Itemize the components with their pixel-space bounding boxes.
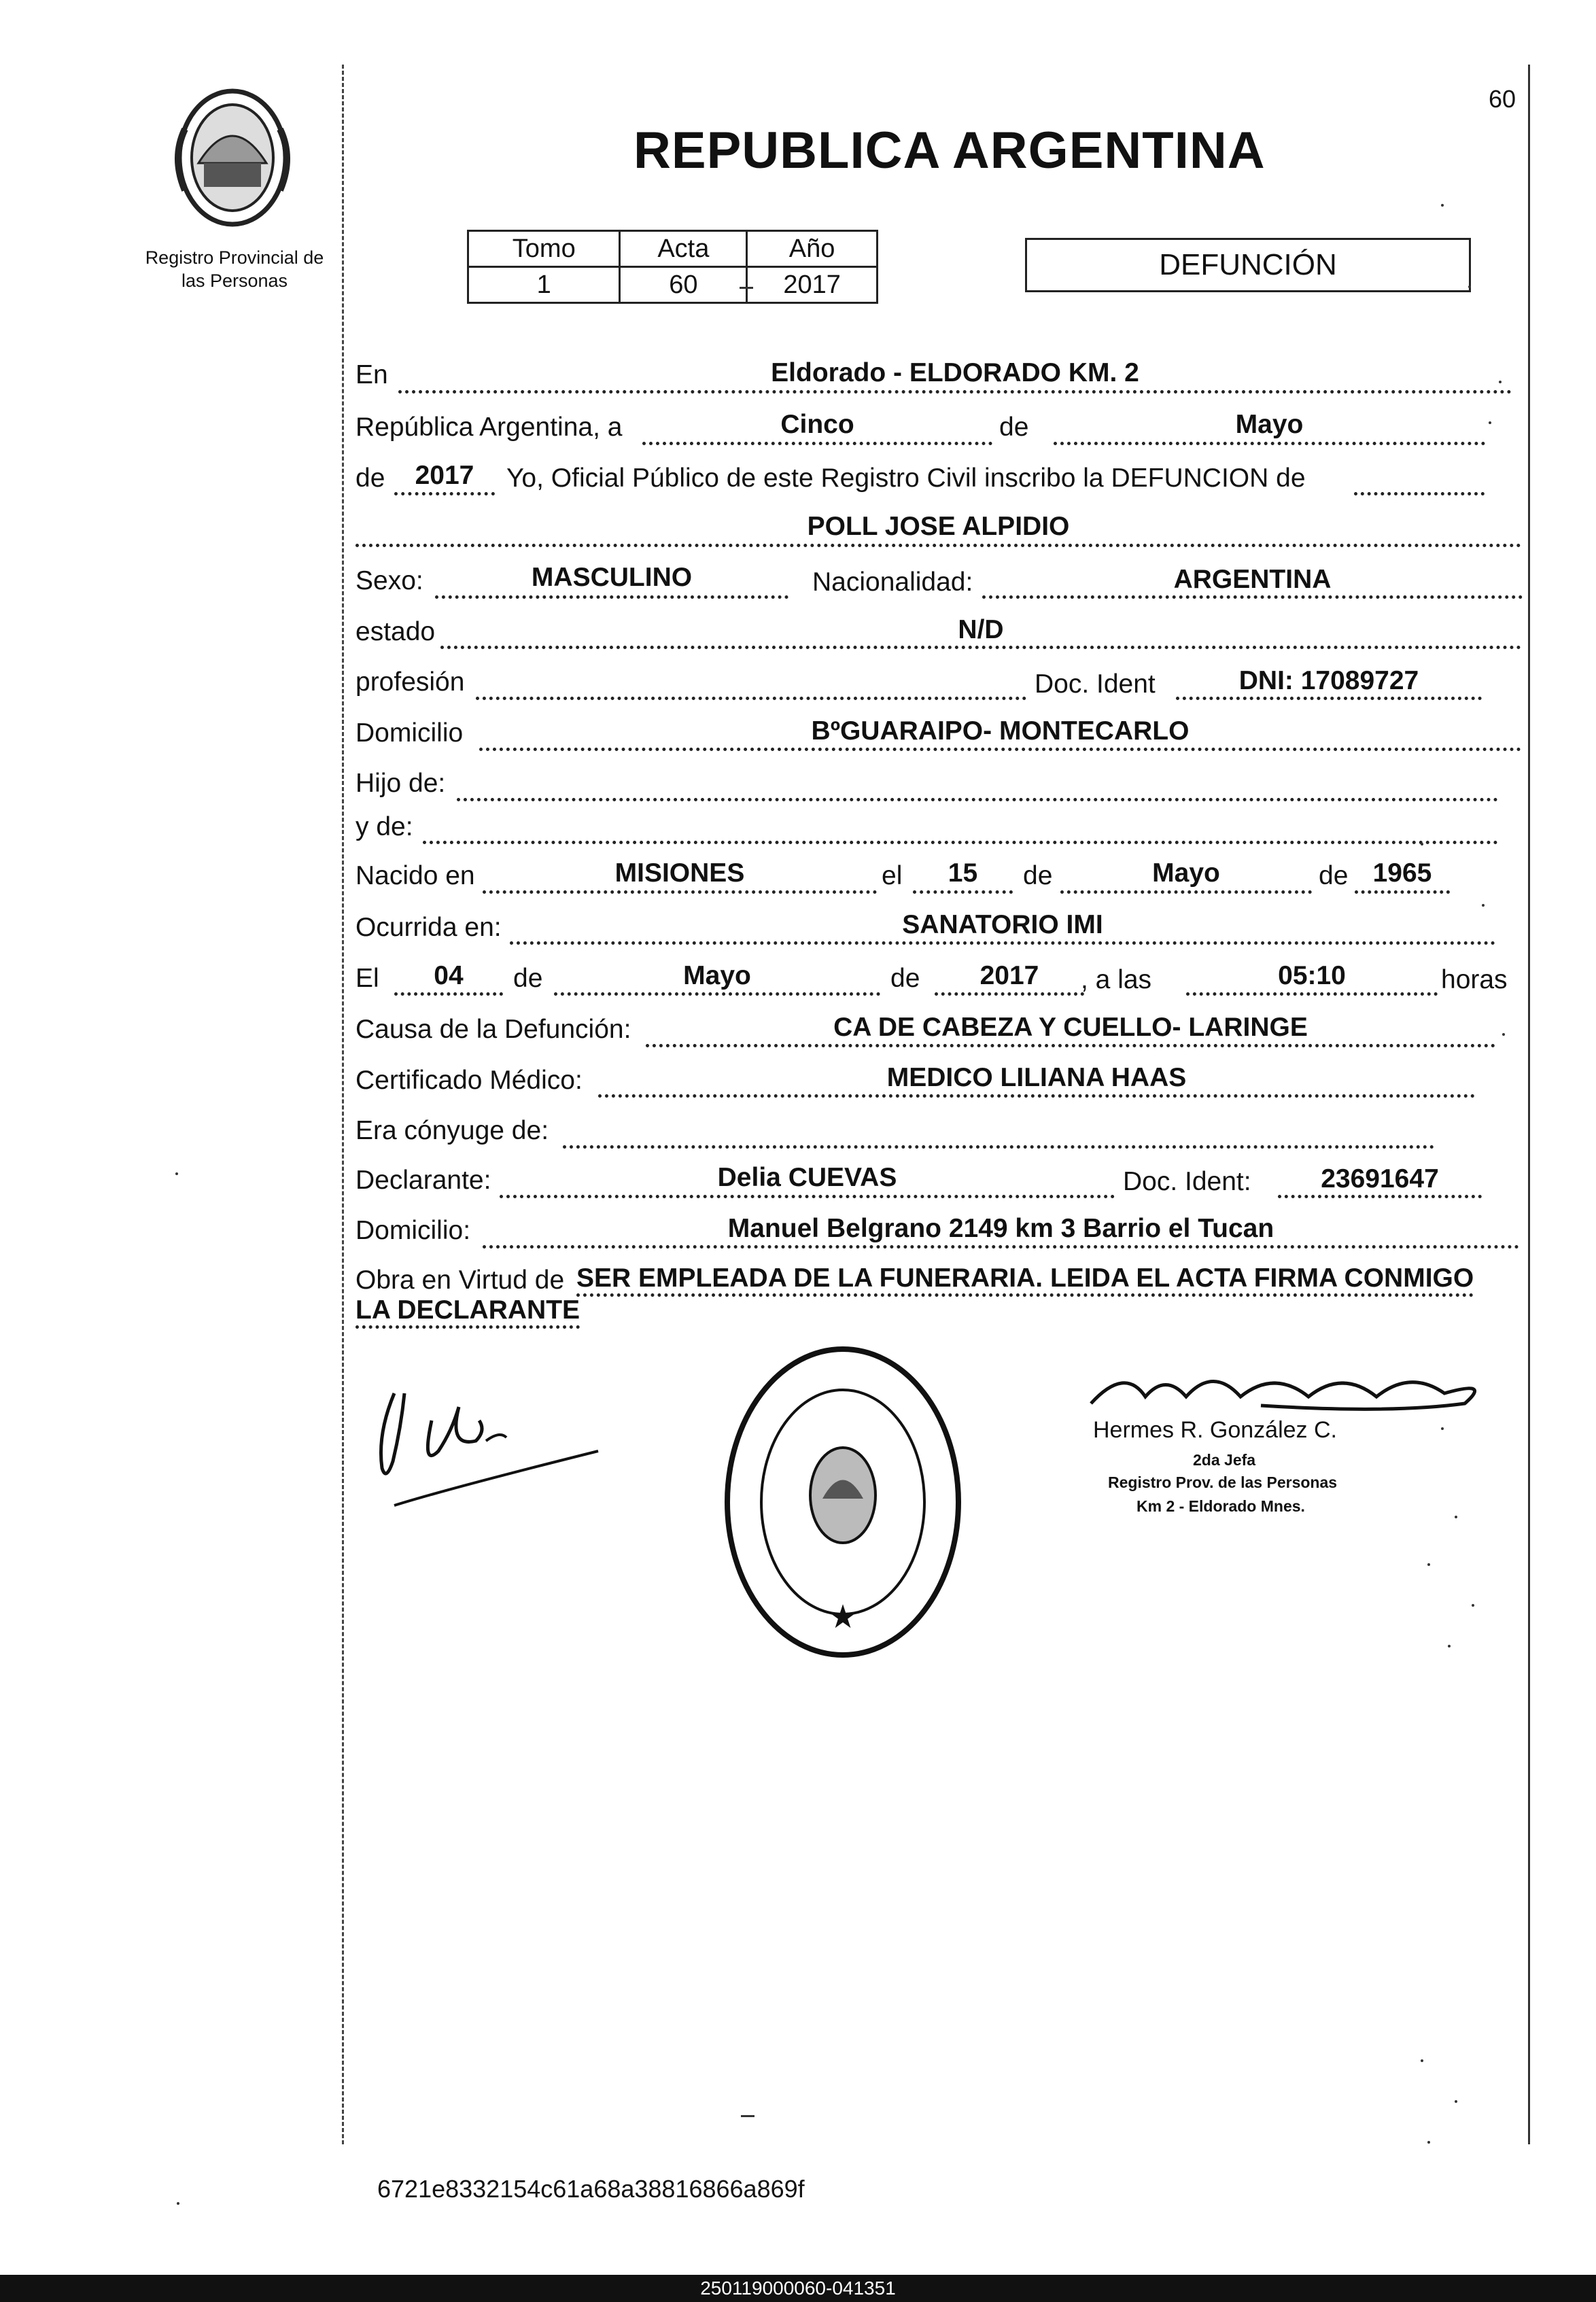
death-year-dotted-line bbox=[935, 992, 1084, 996]
alas-label: , a las bbox=[1081, 965, 1152, 994]
birth-de-label-2: de bbox=[1319, 861, 1349, 890]
table-cell-tomo: 1 bbox=[468, 267, 620, 303]
en-dotted-line bbox=[398, 390, 1512, 394]
page-number: 60 bbox=[1489, 85, 1516, 113]
doc-ident-value: DNI: 17089727 bbox=[1238, 666, 1419, 695]
en-value: Eldorado - ELDORADO KM. 2 bbox=[771, 358, 1139, 387]
table-cell-anio: 2017 bbox=[747, 267, 878, 303]
birth-day-dotted-line bbox=[913, 890, 1013, 894]
day-dotted-line bbox=[642, 442, 992, 445]
death-day: 04 bbox=[434, 961, 464, 990]
certificado-value: MEDICO LILIANA HAAS bbox=[886, 1063, 1187, 1092]
registry-line1: Registro Provincial de bbox=[145, 247, 324, 268]
left-margin-line bbox=[342, 65, 344, 2144]
year-dotted-line bbox=[394, 492, 495, 495]
doc-ident-dotted-line bbox=[1176, 697, 1482, 700]
month-value: Mayo bbox=[1235, 410, 1304, 439]
death-month-dotted-line bbox=[554, 992, 880, 996]
domicilio-dotted-line bbox=[479, 748, 1521, 751]
table-header-anio: Año bbox=[747, 231, 878, 267]
causa-dotted-line bbox=[646, 1044, 1495, 1047]
document-type-box: DEFUNCIÓN bbox=[1025, 238, 1471, 292]
yde-label: y de: bbox=[355, 812, 413, 841]
nacido-label: Nacido en bbox=[355, 861, 475, 890]
decl-doc-value: 23691647 bbox=[1321, 1164, 1439, 1193]
page-title: REPUBLICA ARGENTINA bbox=[634, 122, 1266, 179]
name-dotted-line bbox=[355, 544, 1521, 547]
de-label-2: de bbox=[355, 464, 385, 493]
day-value: Cinco bbox=[780, 410, 854, 439]
hijo-dotted-line bbox=[457, 798, 1498, 801]
de-label: de bbox=[999, 413, 1029, 442]
conyuge-label: Era cónyuge de: bbox=[355, 1116, 549, 1145]
registry-line2: las Personas bbox=[181, 271, 288, 291]
year-value: 2017 bbox=[415, 461, 474, 490]
declarante-value: Delia CUEVAS bbox=[717, 1163, 897, 1192]
el-label: el bbox=[882, 861, 903, 890]
estado-value: N/D bbox=[958, 615, 1004, 644]
right-margin-line bbox=[1528, 65, 1530, 2144]
ocurrida-label: Ocurrida en: bbox=[355, 913, 502, 942]
svg-text:★: ★ bbox=[828, 1598, 858, 1636]
oficial-text: Yo, Oficial Público de este Registro Civil inscribo la DEFUNCION de bbox=[506, 464, 1306, 493]
document-hash: 6721e8332154c61a68a38816866a869f bbox=[377, 2175, 805, 2203]
nacido-value: MISIONES bbox=[614, 858, 745, 888]
doc-ident-label: Doc. Ident bbox=[1035, 669, 1156, 699]
el2-label: El bbox=[355, 964, 379, 993]
profesion-dotted-line bbox=[476, 697, 1026, 700]
ocurrida-dotted-line bbox=[510, 941, 1495, 945]
table-header-acta: Acta bbox=[620, 231, 747, 267]
registry-table bbox=[467, 230, 878, 304]
official-office: Registro Prov. de las Personas bbox=[1108, 1473, 1338, 1491]
official-location: Km 2 - Eldorado Mnes. bbox=[1137, 1497, 1305, 1515]
birth-month-dotted-line bbox=[1060, 890, 1312, 894]
death-de-label-2: de bbox=[890, 964, 920, 993]
decl-doc-dotted-line bbox=[1278, 1195, 1482, 1198]
month-dotted-line bbox=[1054, 442, 1485, 445]
republica-label: República Argentina, a bbox=[355, 413, 623, 442]
certificado-dotted-line bbox=[598, 1094, 1475, 1098]
conyuge-dotted-line bbox=[563, 1145, 1434, 1149]
death-time: 05:10 bbox=[1278, 961, 1346, 990]
ocurrida-value: SANATORIO IMI bbox=[902, 910, 1103, 939]
death-day-dotted-line bbox=[394, 992, 503, 996]
province-seal bbox=[158, 82, 307, 234]
domicilio-label: Domicilio bbox=[355, 718, 464, 748]
decl-domicilio-label: Domicilio: bbox=[355, 1216, 471, 1245]
deceased-name: POLL JOSE ALPIDIO bbox=[807, 512, 1070, 541]
death-month: Mayo bbox=[683, 961, 751, 990]
declarante-label: Declarante: bbox=[355, 1166, 491, 1195]
birth-year-dotted-line bbox=[1355, 890, 1450, 894]
birth-month: Mayo bbox=[1152, 858, 1220, 888]
birth-day: 15 bbox=[948, 858, 978, 888]
death-time-dotted-line bbox=[1186, 992, 1438, 996]
horas-label: horas bbox=[1441, 965, 1508, 994]
causa-label: Causa de la Defunción: bbox=[355, 1015, 631, 1044]
declarante-dotted-line bbox=[500, 1195, 1115, 1198]
oficial-dotted-line bbox=[1354, 492, 1485, 495]
birth-year: 1965 bbox=[1372, 858, 1432, 888]
causa-value: CA DE CABEZA Y CUELLO- LARINGE bbox=[833, 1013, 1308, 1042]
registry-label bbox=[129, 246, 340, 292]
official-name: Hermes R. González C. bbox=[1093, 1417, 1337, 1443]
death-de-label: de bbox=[513, 964, 543, 993]
profesion-label: profesión bbox=[355, 667, 465, 697]
obra-label: Obra en Virtud de bbox=[355, 1266, 565, 1295]
nacionalidad-dotted-line bbox=[982, 595, 1523, 599]
en-label: En bbox=[355, 360, 388, 389]
death-year: 2017 bbox=[979, 961, 1039, 990]
estado-label: estado bbox=[355, 617, 436, 646]
table-header-tomo: Tomo bbox=[468, 231, 620, 267]
nacido-dotted-line bbox=[483, 890, 877, 894]
domicilio-value: BºGUARAIPO- MONTECARLO bbox=[811, 716, 1190, 746]
sexo-dotted-line bbox=[435, 595, 788, 599]
footer-barcode-text: 250119000060-041351 bbox=[0, 2275, 1596, 2302]
sexo-value: MASCULINO bbox=[531, 563, 693, 592]
certificado-label: Certificado Médico: bbox=[355, 1066, 583, 1095]
official-title: 2da Jefa bbox=[1193, 1451, 1256, 1469]
hijo-label: Hijo de: bbox=[355, 769, 446, 798]
decl-doc-label: Doc. Ident: bbox=[1123, 1167, 1251, 1196]
table-cell-acta: 60 bbox=[620, 267, 747, 303]
sexo-label: Sexo: bbox=[355, 566, 423, 595]
decl-domicilio-value: Manuel Belgrano 2149 km 3 Barrio el Tucan bbox=[727, 1214, 1274, 1243]
obra-value-line1: SER EMPLEADA DE LA FUNERARIA. LEIDA EL ACTA FIRMA CONMIGO bbox=[576, 1263, 1474, 1297]
yde-dotted-line bbox=[423, 841, 1498, 844]
official-signature bbox=[1084, 1359, 1506, 1417]
estado-dotted-line bbox=[440, 646, 1521, 649]
obra-value-line2: LA DECLARANTE bbox=[355, 1295, 580, 1329]
delegation-stamp bbox=[721, 1342, 965, 1662]
declarant-signature bbox=[367, 1366, 612, 1522]
nacionalidad-label: Nacionalidad: bbox=[812, 568, 973, 597]
nacionalidad-value: ARGENTINA bbox=[1173, 565, 1332, 594]
birth-de-label: de bbox=[1023, 861, 1053, 890]
decl-domicilio-dotted-line bbox=[483, 1245, 1519, 1249]
